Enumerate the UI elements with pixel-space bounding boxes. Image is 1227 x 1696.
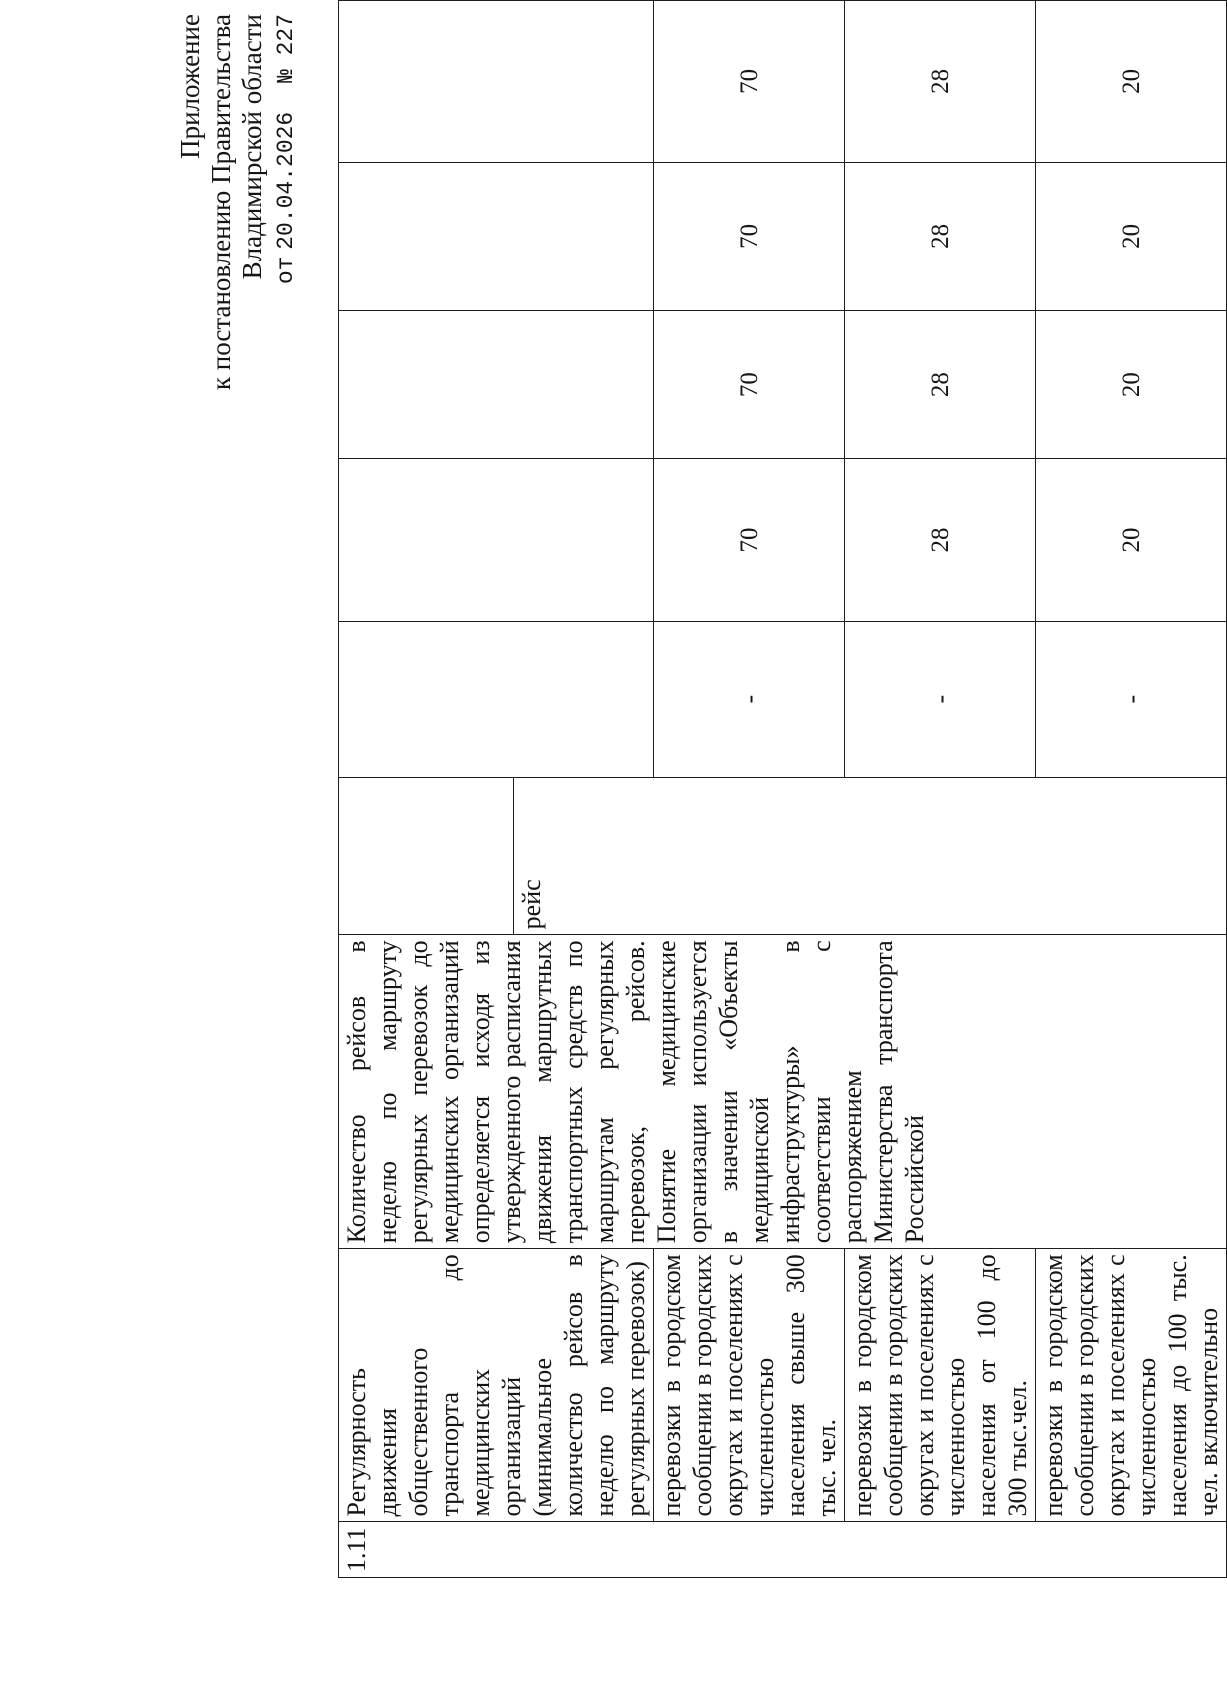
description-cell	[339, 935, 1227, 1249]
base-value-cell	[654, 621, 845, 777]
date-prefix: от	[273, 256, 299, 285]
value: 28	[926, 527, 954, 553]
appendix-date-line	[268, 14, 302, 390]
value-cell	[1036, 162, 1227, 310]
empty-cell	[339, 1, 654, 163]
value: 28	[926, 68, 954, 94]
indicator-title-cell	[339, 1249, 654, 1522]
empty-cell	[339, 621, 654, 777]
appendix-header	[175, 14, 302, 390]
value-cell	[1036, 311, 1227, 459]
empty-cell	[339, 311, 654, 459]
empty-cell	[339, 162, 654, 310]
unit-label: рейс	[517, 879, 546, 930]
value: 70	[735, 527, 763, 553]
table-row	[339, 1, 654, 1578]
row-number-cell	[339, 1522, 1227, 1578]
category-label: перевозки в городском сообщении в городских округах и поселениях с численностью населения свыше 300 тыс. чел.	[657, 1254, 841, 1517]
base-value-cell	[1036, 621, 1227, 777]
category-cell	[845, 1249, 1036, 1522]
appendix-title: Приложение	[175, 14, 205, 159]
value-cell	[845, 311, 1036, 459]
value: 20	[1117, 527, 1145, 553]
value: 70	[735, 372, 763, 398]
appendix-reference: к постановлению Правительства	[206, 14, 236, 391]
value: 70	[735, 68, 763, 94]
document-number: № 227	[273, 14, 299, 84]
indicator-table	[338, 0, 1227, 1578]
unit-cell-top	[339, 778, 514, 935]
category-cell	[654, 1249, 845, 1522]
value-cell	[845, 162, 1036, 310]
indicator-description: Количество рейсов в неделю по маршруту регулярных перевозок до медицинских организаций определяется исходя из утвержденного расписания движения маршрутных транспортных средств по маршрутам регулярных перевозок, рейсов. Понятие медицинские организации используется в значении «Объекты медицинской инфраструктуры» в соответствии с распоряжением Министерства транспорта Российской	[342, 940, 929, 1244]
value-cell	[1036, 459, 1227, 622]
value: 70	[735, 223, 763, 249]
value-cell	[1036, 1, 1227, 163]
base-value: -	[734, 694, 764, 704]
value: 20	[1117, 372, 1145, 398]
base-value: -	[925, 694, 955, 704]
value-cell	[654, 459, 845, 622]
base-value-cell	[845, 621, 1036, 777]
category-label: перевозки в городском сообщении в городских округах и поселениях с численностью населения от 100 до 300 тыс.чел.	[848, 1254, 1032, 1517]
row-number: 1.11	[342, 1527, 371, 1572]
value-cell	[845, 1, 1036, 163]
category-cell	[1036, 1249, 1227, 1522]
unit-cell	[339, 777, 1227, 935]
value: 20	[1117, 68, 1145, 94]
document-date: 20.04.2026	[273, 111, 299, 250]
value: 28	[926, 372, 954, 398]
value: 20	[1117, 223, 1145, 249]
indicator-title: Регулярность движения общественного транспорта до медицинских организаций (минимальное количество рейсов в неделю по маршруту регулярных перевозок)	[342, 1254, 650, 1517]
value: 28	[926, 223, 954, 249]
empty-cell	[339, 459, 654, 622]
value-cell	[845, 459, 1036, 622]
value-cell	[654, 1, 845, 163]
category-label: перевозки в городском сообщении в городских округах и поселениях с численностью населения до 100 тыс. чел. включительно	[1039, 1254, 1223, 1517]
value-cell	[654, 311, 845, 459]
value-cell	[654, 162, 845, 310]
base-value: -	[1116, 694, 1146, 704]
appendix-region: Владимирской области	[237, 14, 267, 280]
